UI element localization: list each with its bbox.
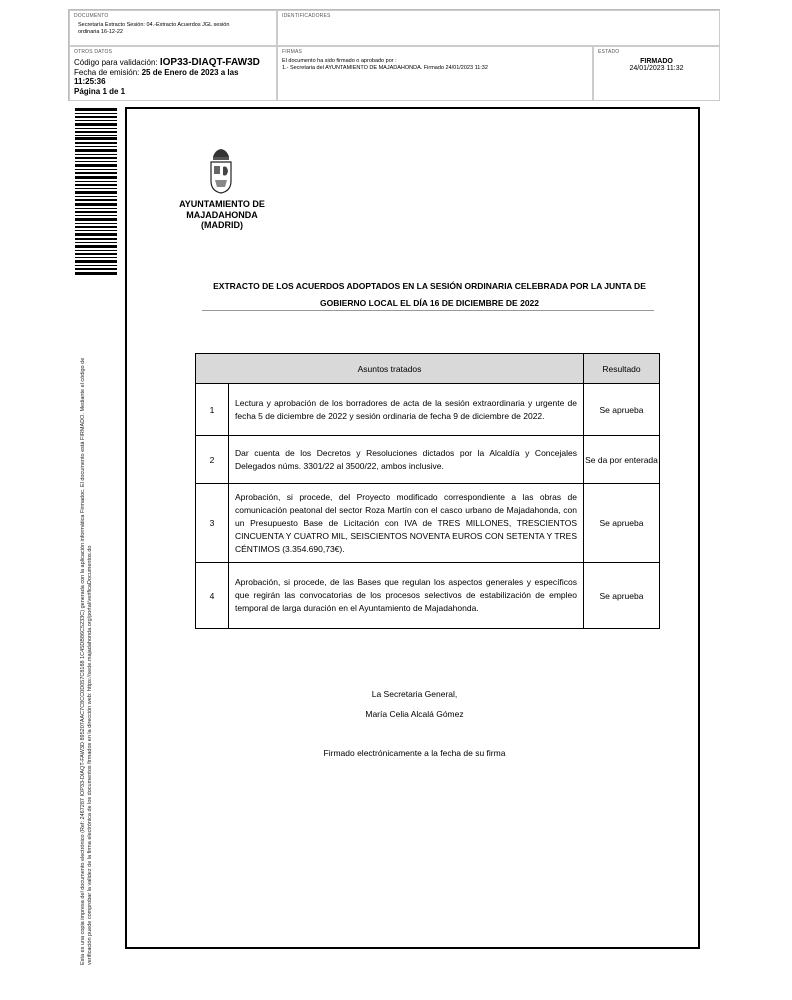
row-text: Aprobación, si procede, del Proyecto modificado correspondiente a las obras de comunicación peatonal del sector Roza Martín con el casco urbano de Majadahonda, con un Presupuesto Base de Licitación con IVA de TRES MILLONES, TRESCIENTOS CINCUENTA Y CUATRO MIL, SEISCIENTOS NOVENTA EUROS CON SETENTA Y TRES CÉNTIMOS (3.354.690,73€).	[229, 484, 584, 563]
table-row	[196, 484, 660, 563]
side-text-line1: Esta es una copia impresa del documento electrónico (Ref: 2467287 IOP33-DIAQT-FAW3D 895207AAC7C8CC0D057C8188 1C45DB86C5233C) generada con la aplicación informática Firmadoc. El documento está FIRMADO. Mediante el código de	[80, 357, 86, 965]
col-asuntos-header: Asuntos tratados	[196, 354, 584, 384]
table-row	[196, 436, 660, 484]
codigo-validacion	[74, 58, 272, 68]
documento-text: Secretaría Extracto Sesión: 04.-Extracto Acuerdos JGL sesión ordinaria 16-12-22	[78, 22, 230, 35]
org-line1: AYUNTAMIENTO DE	[179, 199, 265, 209]
signature-note: Firmado electrónicamente a la fecha de su firma	[323, 748, 506, 758]
identificadores-label: IDENTIFICADORES	[282, 13, 331, 19]
fecha-prefix: Fecha de emisión:	[74, 67, 142, 77]
document-page	[125, 107, 700, 949]
col-resultado-header: Resultado	[584, 354, 660, 384]
estado-value: FIRMADO	[640, 58, 673, 65]
estado-label: ESTADO	[598, 49, 620, 55]
estado-cell	[593, 46, 720, 101]
signature-role: La Secretaria General,	[371, 689, 458, 699]
firmas-label: FIRMAS	[282, 49, 303, 55]
side-verification-text	[80, 295, 94, 965]
row-result: Se aprueba	[584, 563, 660, 629]
codigo-value[interactable]: IOP33-DIAQT-FAW3D	[159, 57, 260, 68]
table-row	[196, 384, 660, 436]
row-result: Se aprueba	[584, 484, 660, 563]
agenda-table	[195, 353, 660, 629]
row-text: Aprobación, si procede, de las Bases que regulan los aspectos generales y específicos que regirán las convocatorias de los procesos selectivos de estabilización de empleo temporal de larga duración en el Ayuntamiento de Majadahonda.	[229, 563, 584, 629]
row-text: Dar cuenta de los Decretos y Resoluciones dictados por la Alcaldía y Concejales Delegados núms. 3301/22 al 3500/22, ambos inclusive.	[229, 436, 584, 484]
row-number: 1	[196, 384, 229, 436]
title-divider	[202, 310, 654, 311]
side-text-line2: verificación puede comprobar la validez de la firma electrónica de los documentos firmados en la dirección web: https://sede.majadahonda.org/portal/verificaDocumentos.do	[87, 545, 93, 965]
title-line2: GOBIERNO LOCAL EL DÍA 16 DE DICIEMBRE DE 2022	[320, 298, 539, 308]
estado-fecha: 24/01/2023 11:32	[629, 65, 684, 72]
otros-datos-label: OTROS DATOS	[74, 49, 113, 55]
coat-of-arms-icon	[205, 147, 237, 195]
table-row	[196, 563, 660, 629]
org-line2: MAJADAHONDA	[186, 209, 258, 220]
row-text: Lectura y aprobación de los borradores de acta de la sesión extraordinaria y urgente de fecha 5 de diciembre de 2022 y sesión ordinaria de fecha 9 de diciembre de 2022.	[229, 384, 584, 436]
document-header	[68, 9, 720, 101]
row-result: Se da por enterada	[584, 436, 660, 484]
fecha-emision	[74, 68, 272, 87]
row-result: Se aprueba	[584, 384, 660, 436]
firmas-cell	[277, 46, 593, 101]
row-number: 3	[196, 484, 229, 563]
table-header-row	[196, 354, 660, 384]
documento-cell	[69, 10, 277, 46]
title-line1: EXTRACTO DE LOS ACUERDOS ADOPTADOS EN LA SESIÓN ORDINARIA CELEBRADA POR LA JUNTA DE	[213, 281, 646, 291]
barcode-icon	[75, 108, 117, 276]
row-number: 4	[196, 563, 229, 629]
pagina-text: Página 1 de 1	[74, 86, 126, 96]
firmas-line1: El documento ha sido firmado o aprobado por :	[282, 58, 397, 64]
identificadores-cell	[277, 10, 720, 46]
organization-name	[167, 199, 277, 231]
codigo-prefix: Código para validación:	[74, 58, 160, 67]
document-title	[202, 278, 657, 312]
documento-label: DOCUMENTO	[74, 13, 109, 19]
otros-datos-cell	[69, 46, 277, 101]
row-number: 2	[196, 436, 229, 484]
org-line3: (MADRID)	[201, 220, 243, 230]
signature-name: María Celia Alcalá Gómez	[365, 709, 464, 719]
firmas-line2: 1.- Secretaria del AYUNTAMIENTO DE MAJADAHONDA. Firmado 24/01/2023 11:32	[282, 65, 488, 71]
fecha-value: 25 de Enero de 2023 a las 11:25:36	[74, 67, 239, 86]
